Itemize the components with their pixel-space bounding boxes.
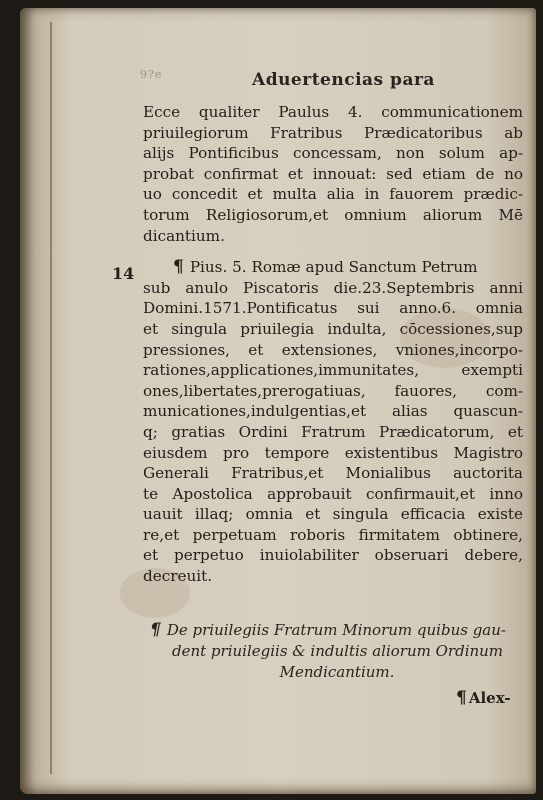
- text-line: eiusdem pro tempore existentibus Magistro: [143, 443, 523, 462]
- text-line: municationes,indulgentias,et alias quascun-: [143, 402, 523, 421]
- text-line: te Apostolica approbauit confirmauit,et inno: [143, 484, 523, 503]
- text-line: et perpetuo inuiolabiliter obseruari debere,: [143, 546, 523, 565]
- text-line: re,et perpetuam roboris firmitatem obtinere,: [143, 525, 523, 544]
- text-line: torum Religiosorum,et omnium aliorum Mē: [143, 205, 523, 224]
- text-line: decreuit.: [143, 567, 213, 586]
- text-line: rationes,applicationes,immunitates, exempti: [143, 361, 523, 380]
- text-line: pressiones, et extensiones, vniones,incorpo-: [143, 340, 523, 359]
- heading-line: [150, 620, 524, 641]
- catchword-text: Alex-: [468, 689, 511, 707]
- text-line: ones,libertates,prerogatiuas, fauores, com-: [143, 381, 523, 400]
- pilcrow-icon: ¶: [456, 688, 467, 708]
- running-head: Aduertencias para: [252, 70, 435, 90]
- text-line: Domini.1571.Pontificatus sui anno.6. omnia: [143, 299, 523, 318]
- page-gutter: [50, 22, 52, 774]
- catchword: [456, 688, 511, 708]
- pilcrow-icon: ¶: [150, 620, 161, 640]
- text-line: probat confirmat et innouat: sed etiam de no: [143, 164, 523, 183]
- heading-line-text: De priuilegiis Fratrum Minorum quibus gau-: [166, 621, 506, 639]
- margin-number: 14: [112, 264, 135, 283]
- text-line: sub anulo Piscatoris die.23.Septembris anni: [143, 278, 523, 297]
- text-line: Ecce qualiter Paulus 4. communicationem: [143, 103, 523, 121]
- text-line: alijs Pontificibus concessam, non solum ap-: [143, 144, 523, 163]
- heading-line: dent priuilegiis & indultis aliorum Ordinum: [172, 642, 504, 660]
- main-text: [143, 102, 523, 587]
- pilcrow-icon: ¶: [173, 257, 184, 278]
- text-line: priuilegiorum Fratribus Prædicatoribus ab: [143, 123, 523, 142]
- folio-mark: 9?e: [140, 68, 163, 81]
- paragraph-1: [143, 102, 523, 246]
- paragraph-2: [143, 257, 523, 587]
- text-line: et singula priuilegia indulta, cōcessiones,sup: [143, 319, 523, 338]
- heading-line: Mendicantium.: [279, 663, 395, 681]
- text-line: q; gratias Ordini Fratrum Prædicatorum, et: [143, 422, 523, 441]
- text-line: uo concedit et multa alia in fauorem prædic-: [143, 185, 523, 204]
- text-line: uauit illaq; omnia et singula efficacia existe: [143, 505, 523, 524]
- paragraph-2-opening: Pius. 5. Romæ apud Sanctum Petrum: [189, 258, 478, 277]
- text-line: Generali Fratribus,et Monialibus auctorita: [143, 464, 523, 483]
- text-line-first: [143, 257, 523, 278]
- italic-section-heading: [150, 620, 524, 683]
- text-line: dicantium.: [143, 226, 225, 245]
